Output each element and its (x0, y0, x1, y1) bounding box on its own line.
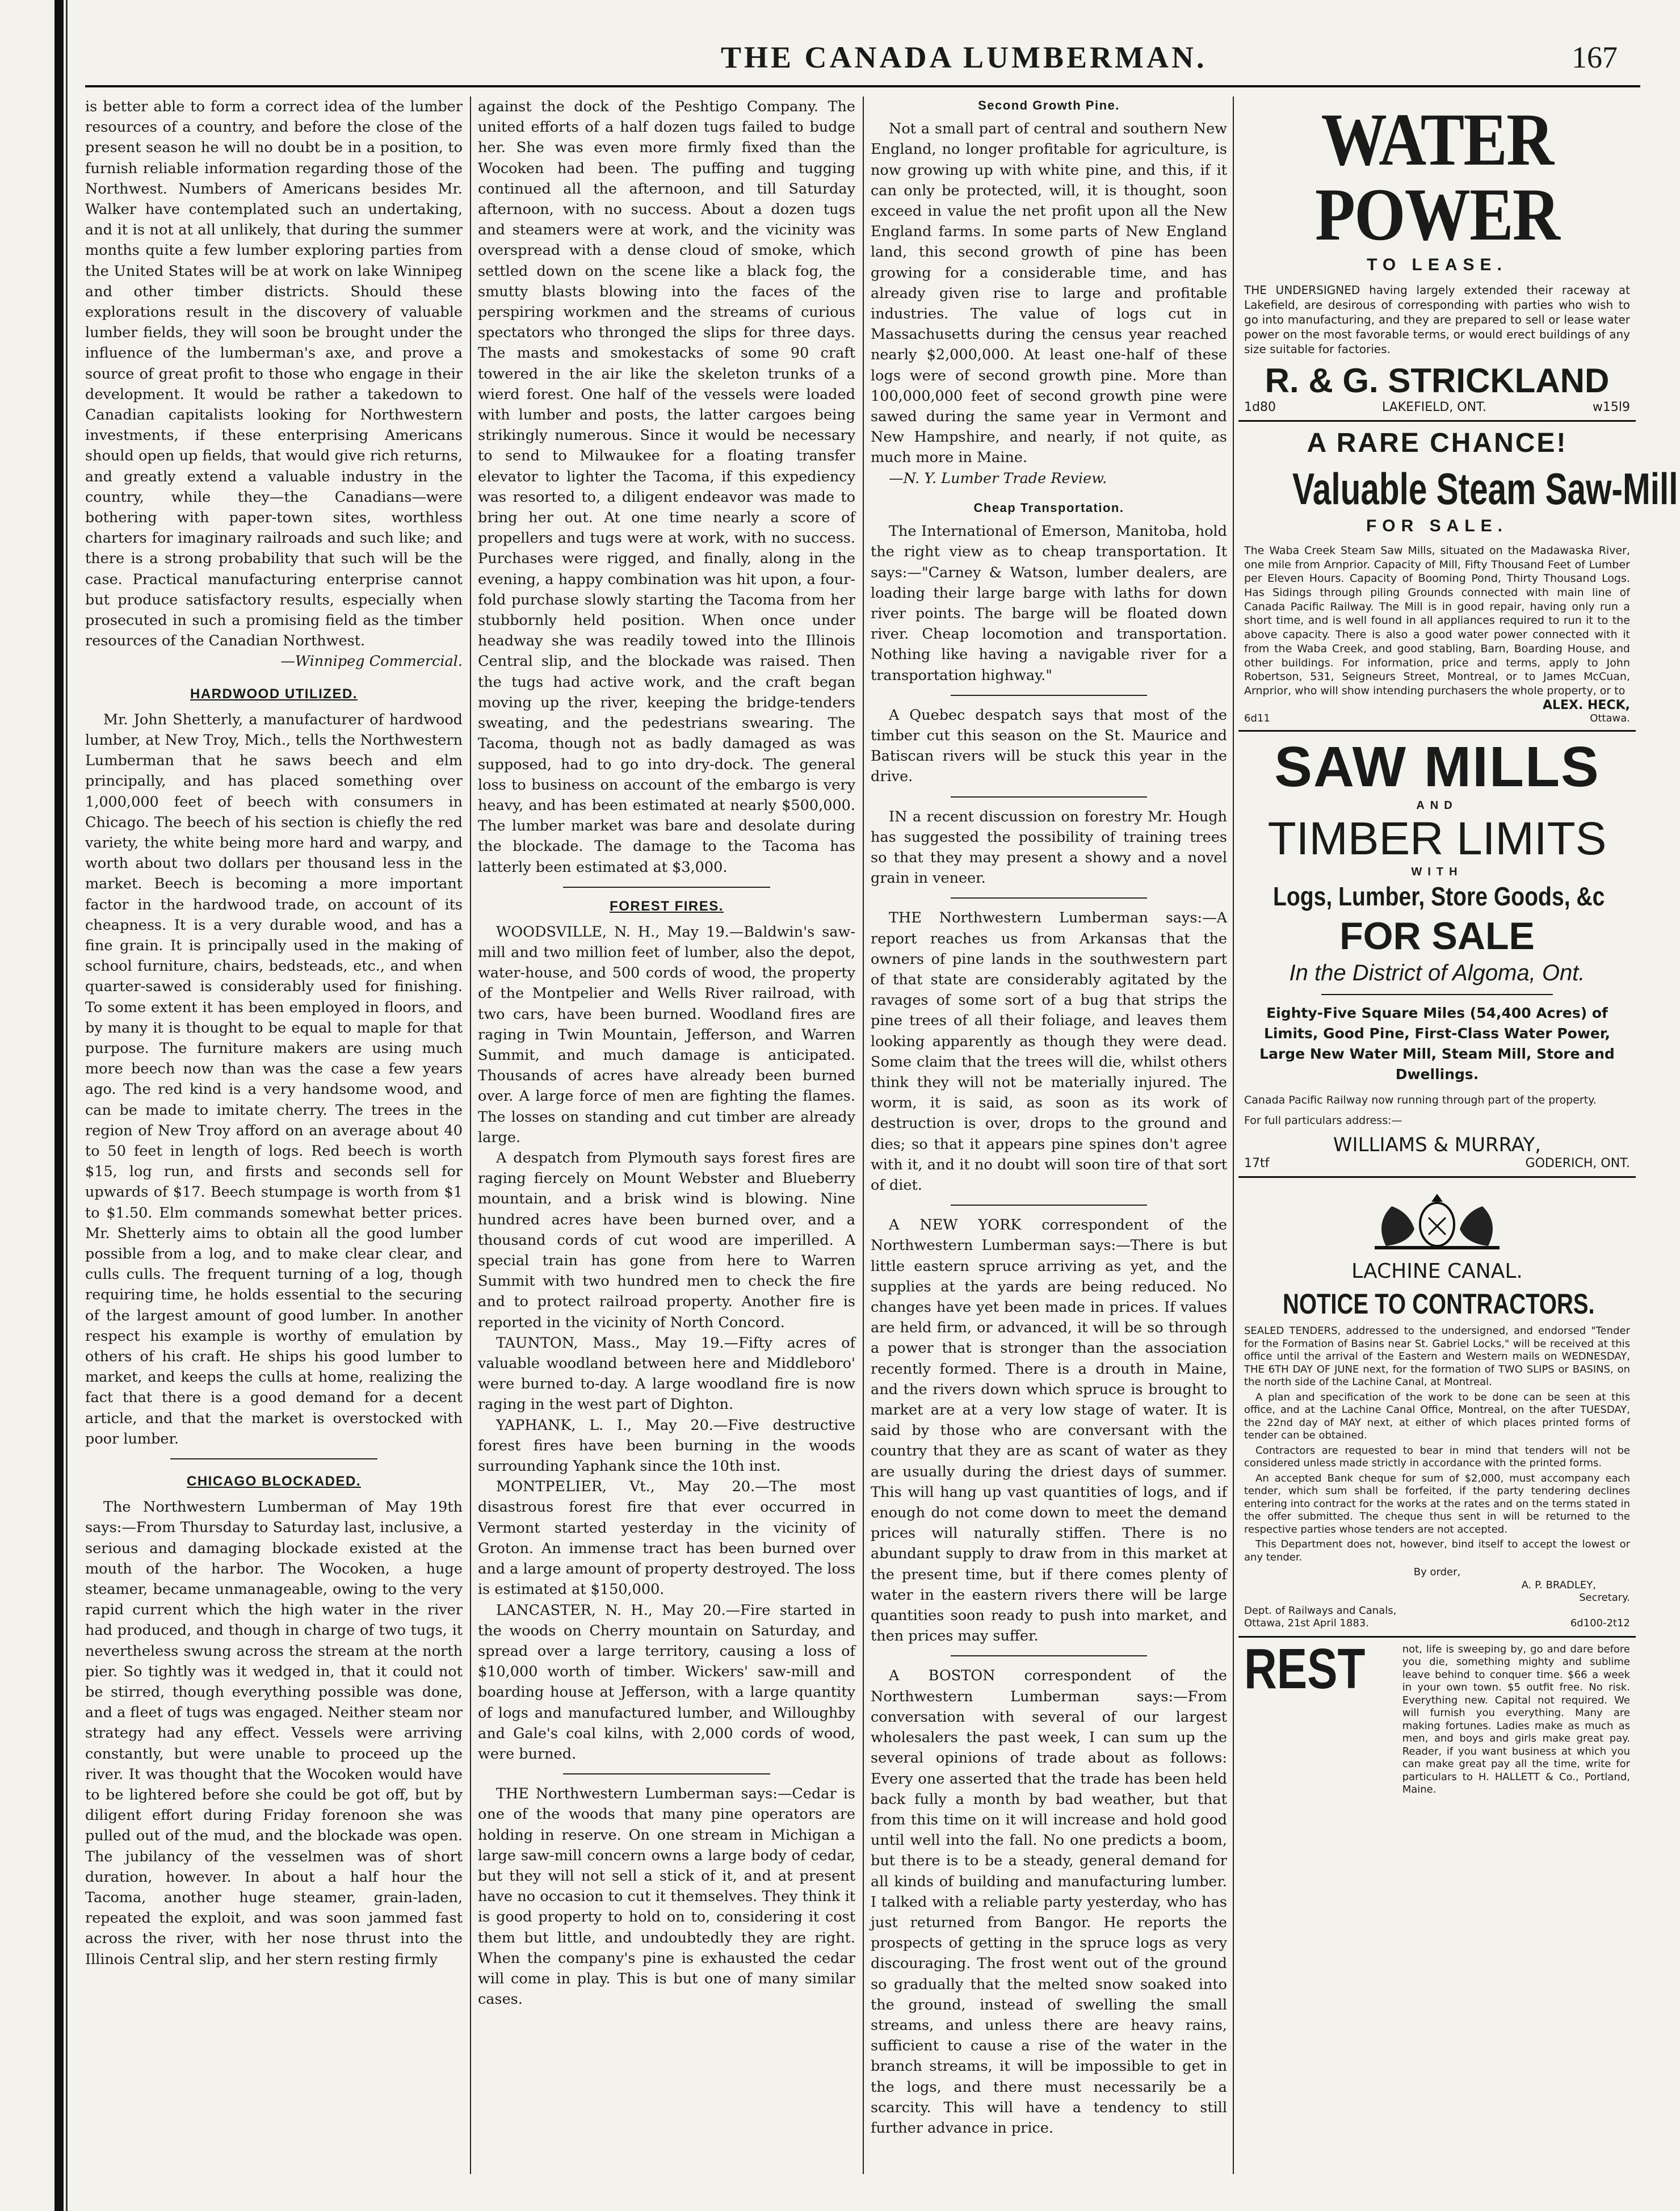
ad-footer (1244, 1156, 1630, 1170)
article-chicago-continued: against the dock of the Peshtigo Company. The united efforts of a half dozen tugs failed to budge her. She was even more firmly fixed than the Wocoken had been. The puffing and tugging continued all the afternoon, and till Saturday afternoon, with no success. About a dozen tugs and steamers were at work, and the vicinity was overspread with a dense cloud of smoke, which settled down on the scene like a black fog, the smutty blasts blowing into the faces of the perspiring workmen and the streams of curious spectators who thronged the slips for three days. The masts and smokestacks of some 90 craft towered in the air like the skeleton trunks of a wierd forest. One half of the vessels were loaded with lumber and posts, the latter cargoes being strikingly numerous. Since it would be necessary to send to Milwaukee for a floating transfer elevator to lighter the Tacoma, if this expediency was resorted to, a diligent endeavor was made to bring her out. At one time nearly a score of propellers and tugs were at work, with no success. Purchases were rigged, and finally, along in the evening, a happy combination was hit upon, a four-fold purchase slowly starting the Tacoma from her stubbornly held position. When once under headway she was readily towed into the Illinois Central slip, and the blockade was raised. Then the tugs had active work, and the craft began moving up the river, keeping the bridge-tenders sweating, and the pedestrians swearing. The Tacoma, though not as badly damaged as was supposed, had to go into dry-dock. The general loss to business on account of the embargo is very heavy, and has been estimated at nearly $500,000. The lumber market was bare and desolate during the blockade. The damage to the Tacoma has latterly been estimated at $3,000. (478, 98, 855, 876)
ad-saw-mills-timber-limits (1238, 732, 1636, 1178)
notice-by-order: By order, (1413, 1566, 1461, 1579)
separator (563, 887, 771, 888)
ad-place: GODERICH, ONT. (1525, 1156, 1630, 1171)
ad-code: 6d100-2t12 (1570, 1617, 1630, 1630)
ad-footer (1244, 400, 1630, 414)
heading-second-growth: Second Growth Pine. (978, 98, 1120, 112)
column-rule (1233, 97, 1234, 2174)
page-number: 167 (1572, 40, 1618, 74)
article-source: —Winnipeg Commercial. (280, 653, 463, 670)
separator (1321, 994, 1553, 995)
article-source: —N. Y. Lumber Trade Review. (889, 469, 1107, 487)
notice-p5: This Department does not, however, bind itself to accept the lowest or any tender. (1244, 1538, 1630, 1563)
heading-hardwood: HARDWOOD UTILIZED. (190, 686, 358, 702)
fires-yaphank: YAPHANK, L. I., May 20.—Five destructive forest fires have been burning in the woods surrounding Yaphank since the 10th inst. (478, 1416, 855, 1475)
article-quebec: A Quebec despatch says that most of the timber cut this season on the St. Maurice and Batiscan rivers will be stuck this year in the drive. (871, 706, 1227, 786)
ad-notice: NOTICE TO CONTRACTORS. (1283, 1288, 1595, 1320)
article-second-growth: Not a small part of central and southern New England, no longer profitable for agriculture, is now growing up with white pine, and this, if it can only be protected, will, it is thought, soon exceed in value the net profit upon all the New England farms. In some parts of New England land, this second growth of pine has been growing for a considerable time, and has already given rise to large and profitable industries. The value of logs cut in Massachusetts during the census year reached nearly $2,000,000. At least one-half of these logs were of second growth pine. More than 100,000,000 feet of second growth pine were sawed during the same year in Vermont and New Hampshire, and nearly, if not quite, as much more in Maine. (871, 120, 1227, 467)
ad-logs: Logs, Lumber, Store Goods, &c (1273, 881, 1605, 911)
fires-montpelier: MONTPELIER, Vt., May 20.—The most disastrous forest fire that ever occurred in Vermont started yesterday in the vicinity of Groton. An immense tract has been burned over and a large amount of property destroyed. The loss is estimated at $150,000. (478, 1478, 855, 1599)
ad-code: 6d11 (1244, 712, 1270, 724)
ad-code: w15l9 (1592, 400, 1630, 414)
ad-lachine-canal (1238, 1178, 1636, 1638)
column-2 (478, 97, 855, 2174)
ad-code: 17tf (1244, 1156, 1270, 1171)
notice-date: Ottawa, 21st April 1883. (1244, 1617, 1369, 1630)
notice-p1: SEALED TENDERS, addressed to the undersigned, and endorsed "Tender for the Formation of Basins near St. Gabriel Locks," will be received at this office until the arrival of the Eastern and Western mails on WEDNESDAY, THE 6TH DAY OF JUNE next, for the formation of TWO SLIPS or BASINS, on the north side of the Lachine Canal, at Montreal. (1244, 1325, 1630, 1388)
separator (563, 1773, 771, 1774)
separator (951, 1655, 1146, 1656)
ad-rest-body: not, life is sweeping by, go and dare before you die, something mighty and sublime leave behind to conquer time. $66 a week in your own town. $5 outfit free. No risk. Everything new. Capital not required. We will furnish you everything. Many are making fortunes. Ladies make as much as men, and boys and girls make great pay. Reader, if you want business at which you can make great pay all the time, write for particulars to H. HALLETT & Co., Portland, Maine. (1402, 1643, 1630, 1796)
notice-p3: Contractors are requested to bear in mind that tenders will not be considered unless made strictly in accordance with the printed forms. (1244, 1444, 1630, 1470)
separator (951, 1205, 1146, 1206)
ad-footer (1244, 712, 1630, 724)
header-rule (85, 85, 1640, 87)
ad-title: WATER POWER (1314, 98, 1560, 256)
ad-for-sale: FOR SALE (1339, 914, 1535, 958)
article-new-york: A NEW YORK correspondent of the Northwestern Lumberman says:—There is but little eastern spruce arriving as yet, and the supplies at the yards are being reduced. No changes have yet been made in prices. If values are held firm, or advanced, it will be so through a power that is stronger than the association recently formed. There is a drouth in Maine, and the rivers down which spruce is brought to market are at a very low stage of water. It is said by those who are conversant with the country that they are as scant of water as they are usually during the driest days of summer. This will hang up vast quantities of logs, and if enough do not come down to meet the demand prices will naturally stiffen. There is no abundant supply to draw from in this market at the present time, but if there comes plenty of water in the eastern rivers there will be large quantities soon ready to push into market, and then prices may suffer. (871, 1216, 1227, 1645)
notice-p2: A plan and specification of the work to be done can be seen at this office, and at the Lachine Canal Office, Montreal, on the after TUESDAY, the 22nd day of MAY next, at either of which places printed forms of tender can be obtained. (1244, 1391, 1630, 1442)
ad-body: The Waba Creek Steam Saw Mills, situated on the Madawaska River, one mile from Arnprior. Capacity of Mill, Fifty Thousand Feet of Lumber per Eleven Hours. Capacity of Booming Pond, Thirty Thousand Logs. Has Sidings through piling Grounds connected with main line of Canada Pacific Railway. The Mill is in good repair, having only run a short time, and is well found in all appliances required to run it to the above capacity. There is also a good water power connected with it from the Waba Creek, and good stabling, Barn, Boarding House, and other buildings. For information, price and terms, apply to John Robertson, 531, Seigneurs Street, Montreal, or to James McCuan, Arnprior, who will show intending purchasers the whole property, or to (1244, 544, 1630, 697)
column-rule (863, 97, 864, 2174)
article-forestry: IN a recent discussion on forestry Mr. Hough has suggested the possibility of training trees so that they may present a showy and a novel grain in veneer. (871, 808, 1227, 887)
advertisements-column (1238, 97, 1678, 2174)
ad-headline: Valuable Steam Saw-Mill (1292, 464, 1678, 514)
heading-cheap-transport: Cheap Transportation. (973, 500, 1124, 515)
ad-subtitle: FOR SALE. (1366, 517, 1508, 535)
royal-arms-crest-icon (1352, 1189, 1522, 1252)
ad-signer: ALEX. HECK, (1542, 698, 1630, 712)
separator (951, 897, 1146, 899)
binding-edge (54, 0, 64, 2211)
article-arkansas: THE Northwestern Lumberman says:—A report reaches us from Arkansas that the owners of pine lands in the southwestern part of that state are considerably agitated by the ravages of some sort of a bug that strips the pine trees of all their foliage, and leaves them looking apparently as though they were dead. Some claim that the trees will die, whilst others think they will not be materially injured. The worm, it is said, as soon as its work of destruction is over, drops to the ground and dies; so that it appears pine spines don't agree with it, and it no doubt will soon tire of that sort of diet. (871, 909, 1227, 1194)
heading-forest-fires: FOREST FIRES. (610, 898, 724, 914)
ad-railway: Canada Pacific Railway now running through part of the property. (1244, 1093, 1597, 1106)
ad-rest (1238, 1638, 1636, 1802)
article-chicago-body: The Northwestern Lumberman of May 19th says:—From Thursday to Saturday last, inclusive, a serious and damaging blockade existed at the mouth of the harbor. The Wocoken, a huge steamer, became unmanageable, owing to the very rapid current which the high water in the river had produced, and though in charge of two tugs, it nevertheless swung across the stream at the north pier. So tightly was it wedged in, that it could not be stirred, though everything possible was done, and a fleet of tugs was engaged. Neither steam nor strategy had any effect. Vessels were arriving constantly, but were unable to proceed up the river. It was thought that the Wocoken would have to be lightered before she could be got off, but by diligent effort during Friday forenoon she was pulled out of the mud, and the blockade was open. The jubilancy of the vesselmen was of short duration, however. In about a half hour the Tacoma, another huge steamer, grain-laden, repeated the exploit, and was soon jammed fast across the river, with her nose thrust into the Illinois Central slip, and her stern resting firmly (85, 1499, 463, 1968)
ad-firm: R. & G. STRICKLAND (1265, 362, 1610, 400)
article-boston: A BOSTON correspondent of the Northwestern Lumberman says:—From conversation with several of our largest wholesalers the past week, I can sum up the several opinions of trade about as follows: Every one asserted that the trade has been held back fully a month by bad weather, but that from this time on it will increase and hold good until well into the fall. No one predicts a boom, but there is to be a steady, general demand for all kinds of building and manufacturing lumber. I talked with a reliable party yesterday, who has just returned from Bangor. He reports the prospects of getting in the spruce logs as very discouraging. The frost went out of the ground so gradually that the melted snow soaked into the ground, instead of swelling the small streams, and unless there are heavy rains, sufficient to cause a rise of the water in the branch streams, it will be impossible to get in the logs, and there must necessarily be a scarcity. This will have a tendency to still further advance in price. (871, 1667, 1227, 2137)
ad-with: WITH (1411, 865, 1463, 878)
ad-body (1244, 1325, 1630, 1630)
ad-features: Eighty-Five Square Miles (54,400 Acres) of Limits, Good Pine, First-Class Water Power, Large New Water Mill, Steam Mill, Store and Dwellings. (1259, 1004, 1615, 1083)
fires-lancaster: LANCASTER, N. H., May 20.—Fire started in the woods on Cherry mountain on Saturday, and spread over a large territory, causing a loss of $10,000 worth of timber. Wickers' saw-mill and boarding house at Jefferson, with a large quantity of logs and manufactured lumber, and Willoughby and Gale's coal kilns, with 2,000 cords of wood, were burned. (478, 1601, 855, 1763)
ad-saw-mill-sale (1238, 422, 1678, 732)
ad-place: LAKEFIELD, ONT. (1381, 400, 1486, 414)
ad-water-power (1238, 97, 1636, 422)
ad-rest-word: REST (1244, 1637, 1366, 1701)
ad-code: 1d80 (1244, 400, 1276, 414)
running-head: THE CANADA LUMBERMAN. (721, 40, 1207, 74)
ad-body: THE UNDERSIGNED having largely extended their raceway at Lakefield, are desirous of corresponding with parties who wish to go into manufacturing, and they are prepared to sell or lease water power on the most favorable terms, or would erect buildings of any size suitable for factories. (1244, 283, 1630, 356)
column-3 (871, 97, 1227, 2174)
article-cedar: THE Northwestern Lumberman says:—Cedar is one of the woods that many pine operators are holding in reserve. On one stream in Michigan a large saw-mill concern owns a large body of cedar, but they will not sell a stick of it, and at present have no occasion to cut it themselves. They think it is good property to hold on to, considering it cost them but little, and undoubtedly they are right. When the company's pine is exhausted the cedar will come in play. This is but one of many similar cases. (478, 1785, 855, 2008)
ad-district: In the District of Algoma, Ont. (1289, 960, 1585, 985)
notice-p4: An accepted Bank cheque for sum of $2,000, must accompany each tender, which sum shall be forfeited, if the party tendering declines entering into contract for the works at the rates and on the terms stated in the offer submitted. The cheque thus sent in will be returned to the respective parties whose tenders are not accepted. (1244, 1472, 1630, 1535)
article-cheap-transport: The International of Emerson, Manitoba, hold the right view as to cheap transportation. It says:—"Carney & Watson, lumber dealers, are loading their large barge with laths for down river points. The barge will be floated down river. Cheap locomotion and transportation. Nothing like having a navigable river for a transportation highway." (871, 523, 1227, 684)
notice-footer (1244, 1617, 1630, 1630)
notice-signer: A. P. BRADLEY, (1521, 1579, 1596, 1591)
column-1 (85, 97, 463, 2174)
fires-woodsville: WOODSVILLE, N. H., May 19.—Baldwin's saw-mill and two million feet of lumber, also the depot, water-house, and 500 cords of wood, the property of the Montpelier and Wells River railroad, with two cars, have been burned. Woodland fires are raging in Twin Mountain, Jefferson, and Warren Summit, and much damage is anticipated. Thousands of acres have already been burned over. A large force of men are fighting the flames. The losses on standing and cut timber are already large. (478, 923, 855, 1146)
ad-subtitle: TO LEASE. (1367, 255, 1507, 274)
separator (951, 796, 1146, 798)
ad-title: SAW MILLS (1274, 735, 1600, 799)
ad-address-label: For full particulars address:— (1244, 1114, 1402, 1127)
separator (951, 695, 1146, 696)
masthead (85, 40, 1640, 79)
notice-dept: Dept. of Railways and Canals, (1244, 1604, 1397, 1617)
column-rule (470, 97, 471, 2174)
ad-title: A RARE CHANCE! (1307, 428, 1568, 458)
ad-place: Ottawa. (1590, 712, 1630, 724)
article-hardwood-body: Mr. John Shetterly, a manufacturer of hardwood lumber, at New Troy, Mich., tells the Northwestern Lumberman that he saws beech and elm principally, and has placed something over 1,000,000 feet of beech with consumers in Chicago. The beech of his section is chiefly the red variety, the white being more hard and warpy, and worth about two dollars per thousand less in the market. Beech is becoming a more important factor in the hardwood trade, on account of its cheapness. It is a very durable wood, and has a fine grain. It is principally used in the making of school furniture, chairs, bedsteads, etc., and when quarter-sawed is considerably used for finishing. To some extent it has been employed in floors, and by many it is thought to be equal to maple for that purpose. The furniture makers are using much more beech now than was the case a few years ago. The red kind is a very handsome wood, and can be made to imitate cherry. The trees in the region of New Troy afford on an average about 40 to 50 feet in length of logs. Red beech is worth $15, log run, and firsts and seconds sell for upwards of $17. Beech stumpage is worth from $1 to $1.50. Elm commands somewhat better prices. Mr. Shetterly aims to obtain all the good lumber possible from a log, and to make clear clear, and culls culls. The frequent turning of a log, though requiring time, he holds essential to the securing of the largest amount of good lumber. In another respect his example is worthy of emulation by others of his craft. He ships his good lumber to market, and keeps the culls at home, realizing the fact that there is a good demand for a decent article, and that the market is overstocked with poor lumber. (85, 711, 463, 1448)
binding-edge-line (66, 0, 68, 2211)
ad-timber: TIMBER LIMITS (1267, 812, 1607, 865)
article-northwest-body: is better able to form a correct idea of the lumber resources of a country, and before the close of the present season he will no doubt be in a position, to furnish reliable information regarding those of the Northwest. Numbers of Americans besides Mr. Walker have contemplated such an undertaking, and it is not at all unlikely, that during the summer months quite a few lumber exploring parties from the United States will be at work on lake Winnipeg and other timber districts. Should these explorations result in the discovery of valuable lumber fields, they will soon be brought under the influence of the lumberman's axe, and prove a source of great profit to those who engage in their development. It would be rather a takedown to Canadian capitalists looking for Northwestern investments, if these enterprising Americans should open up fields, that would give rich returns, and greatly extend a valuable industry in the country, while they—the Canadians—were bothering with paper-town sites, worthless charters for imaginary railroads and such like; and there is a strong probability that such will be the case. Practical manufacturing enterprise cannot but produce satisfactory results, especially when prosecuted in such a promising field as the timber resources of the Canadian Northwest. (85, 98, 463, 650)
ad-and: AND (1416, 799, 1458, 812)
separator (170, 1458, 378, 1459)
ad-firm: WILLIAMS & MURRAY, (1333, 1134, 1542, 1157)
fires-plymouth: A despatch from Plymouth says forest fires are raging fiercely on Mount Webster and Blueberry mountain, and a brisk wind is blowing. Nine hundred acres have been burned over, and a thousand cords of cut wood are imperilled. A special train has gone from here to Warren Summit with two hundred men to check the fire and to protect railroad property. Another fire is reported in the vicinity of North Concord. (478, 1149, 855, 1331)
ad-canal-title: LACHINE CANAL. (1351, 1260, 1523, 1283)
heading-chicago: CHICAGO BLOCKADED. (187, 1474, 361, 1490)
notice-signer-title: Secretary. (1579, 1592, 1630, 1604)
fires-taunton: TAUNTON, Mass., May 19.—Fifty acres of valuable woodland between here and Middleboro' were burned to-day. A large woodland fire is now raging in the west part of Dighton. (478, 1334, 855, 1413)
